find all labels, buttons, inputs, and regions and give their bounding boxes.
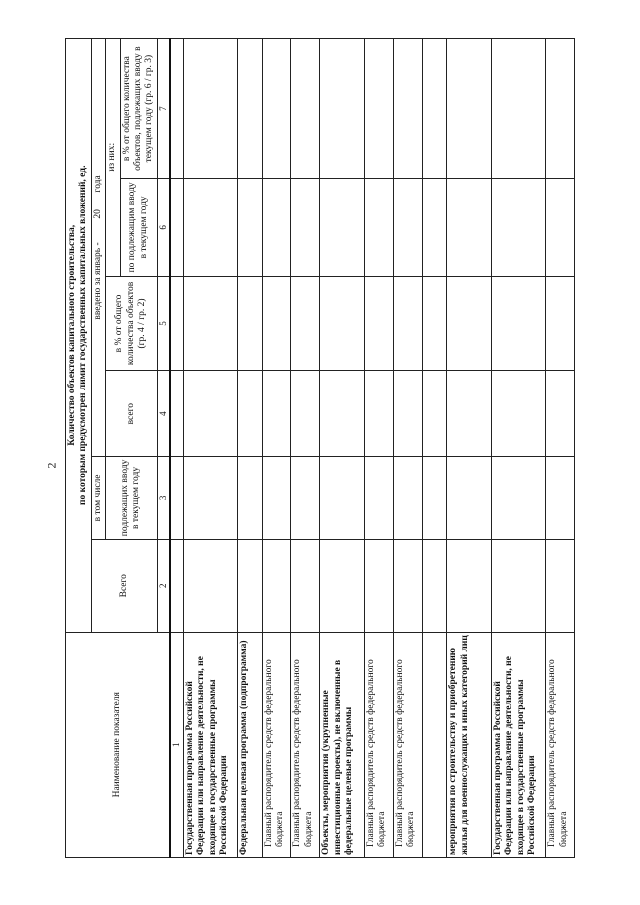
row-label: Федеральная целевая программа (подпрограмма) [238, 632, 263, 857]
group-header-line2: по которым предусмотрен лимит государственных капитальных вложений, ед. [78, 165, 89, 505]
value-cell[interactable] [422, 539, 447, 632]
rotated-form [65, 38, 575, 858]
value-cell[interactable] [262, 276, 291, 371]
incl-sub-header: подлежащих вводу в текущем году [106, 456, 158, 539]
value-cell[interactable] [183, 371, 237, 456]
value-cell[interactable] [262, 371, 291, 456]
row-label: Главный распорядитель средств федерального бюджета [262, 632, 291, 857]
value-cell[interactable] [291, 539, 320, 632]
col-number: 4 [157, 371, 169, 456]
table-row [364, 39, 393, 858]
value-cell[interactable] [183, 456, 237, 539]
table-row [238, 39, 263, 858]
value-cell[interactable] [238, 39, 263, 179]
value-cell[interactable] [491, 179, 545, 276]
table-row [393, 39, 422, 858]
value-cell[interactable] [447, 539, 492, 632]
value-cell[interactable] [183, 276, 237, 371]
value-cell[interactable] [546, 39, 575, 179]
value-cell[interactable] [320, 276, 365, 371]
value-cell[interactable] [320, 456, 365, 539]
value-cell[interactable] [262, 179, 291, 276]
value-cell[interactable] [320, 539, 365, 632]
value-cell[interactable] [183, 539, 237, 632]
name-column-header: Наименование показателя [66, 632, 170, 857]
value-cell[interactable] [393, 179, 422, 276]
value-cell[interactable] [291, 371, 320, 456]
value-cell[interactable] [393, 39, 422, 179]
value-cell[interactable] [447, 39, 492, 179]
value-cell[interactable] [422, 179, 447, 276]
table-row [291, 39, 320, 858]
group-header-line1: Количество объектов капитального строительства, [67, 224, 77, 446]
value-cell[interactable] [238, 371, 263, 456]
row-label: Главный распорядитель средств федерального бюджета [364, 632, 393, 857]
value-cell[interactable] [320, 179, 365, 276]
page-number: 2 [44, 462, 59, 469]
value-cell[interactable] [422, 456, 447, 539]
value-cell[interactable] [291, 276, 320, 371]
value-cell[interactable] [291, 179, 320, 276]
value-cell[interactable] [291, 456, 320, 539]
value-cell[interactable] [320, 39, 365, 179]
value-cell[interactable] [422, 276, 447, 371]
capital-objects-table [65, 38, 575, 858]
col-number: 5 [157, 276, 169, 371]
table-row [320, 39, 365, 858]
introduced-label: введено за январь - [92, 242, 103, 320]
empty-cell [170, 276, 184, 371]
table-row [262, 39, 291, 858]
value-cell[interactable] [546, 276, 575, 371]
row-label: Главный распорядитель средств федерального бюджета [546, 632, 575, 857]
row-label: Главный распорядитель средств федерального бюджета [291, 632, 320, 857]
table-row [447, 39, 492, 858]
col-number: 7 [157, 39, 169, 179]
row-label: мероприятия по строительству и приобретению жилья для военнослужащих и иных категорий лиц [447, 632, 492, 857]
value-cell[interactable] [447, 456, 492, 539]
col-number: 1 [170, 632, 184, 857]
table-row [491, 39, 545, 858]
row-label: Государственная программа Российской Федерации или направление деятельности, не входящее в государственные программы Российской Федерации [491, 632, 545, 857]
total-header: Всего [91, 539, 157, 632]
subject-current-header: по подлежащим вводу в текущем году [120, 179, 157, 276]
empty-cell [170, 39, 184, 179]
value-cell[interactable] [262, 456, 291, 539]
empty-cell [170, 456, 184, 539]
value-cell[interactable] [364, 39, 393, 179]
value-cell[interactable] [291, 39, 320, 179]
empty-cell [170, 371, 184, 456]
value-cell[interactable] [238, 276, 263, 371]
value-cell[interactable] [364, 539, 393, 632]
value-cell[interactable] [447, 371, 492, 456]
value-cell[interactable] [447, 179, 492, 276]
value-cell[interactable] [491, 371, 545, 456]
group-header [66, 39, 92, 633]
year-suffix: года [92, 175, 103, 193]
first-col-number-row [170, 39, 184, 858]
value-cell[interactable] [262, 39, 291, 179]
value-cell[interactable] [546, 539, 575, 632]
row-label: Государственная программа Российской Федерации или направление деятельности, не входящее в государственные программы Российской Федерации [183, 632, 237, 857]
row-label: Главный распорядитель средств федерального бюджета [393, 632, 422, 857]
value-cell[interactable] [364, 276, 393, 371]
value-cell[interactable] [447, 276, 492, 371]
value-cell[interactable] [491, 539, 545, 632]
value-cell[interactable] [364, 179, 393, 276]
value-cell[interactable] [262, 539, 291, 632]
table-row [183, 39, 237, 858]
value-cell[interactable] [183, 179, 237, 276]
of-them-header: из них: [106, 39, 120, 277]
introduced-header [91, 39, 105, 457]
col-number: 6 [157, 179, 169, 276]
value-cell[interactable] [393, 276, 422, 371]
incl-header: в том числе [91, 456, 105, 539]
value-cell[interactable] [393, 539, 422, 632]
row-label: Объекты, мероприятия (укрупненные инвестиционные проекты), не включенные в федеральные целевые программы [320, 632, 365, 857]
value-cell[interactable] [491, 39, 545, 179]
value-cell[interactable] [546, 371, 575, 456]
value-cell[interactable] [491, 276, 545, 371]
value-cell[interactable] [183, 39, 237, 179]
value-cell[interactable] [491, 456, 545, 539]
value-cell[interactable] [320, 371, 365, 456]
pct-total-header: в % от общего количества объектов (гр. 4 / гр. 2) [106, 276, 158, 371]
blank-row-label [422, 632, 447, 857]
pct-current-header: в % от общего количества объектов, подлежащих вводу в текущем году (гр. 6 / гр. 3) [120, 39, 157, 179]
value-cell[interactable] [546, 179, 575, 276]
value-cell[interactable] [393, 456, 422, 539]
value-cell[interactable] [546, 456, 575, 539]
empty-cell [170, 179, 184, 276]
value-cell[interactable] [364, 456, 393, 539]
table-row [422, 39, 447, 858]
value-cell[interactable] [238, 539, 263, 632]
value-cell[interactable] [238, 456, 263, 539]
value-cell[interactable] [238, 179, 263, 276]
col-number: 3 [157, 456, 169, 539]
year-prefix: 20 [92, 209, 103, 219]
value-cell[interactable] [422, 371, 447, 456]
value-cell[interactable] [364, 371, 393, 456]
value-cell[interactable] [422, 39, 447, 179]
table-row [546, 39, 575, 858]
empty-cell [170, 539, 184, 632]
value-cell[interactable] [393, 371, 422, 456]
col-number: 2 [157, 539, 169, 632]
all-header: всего [106, 371, 158, 456]
